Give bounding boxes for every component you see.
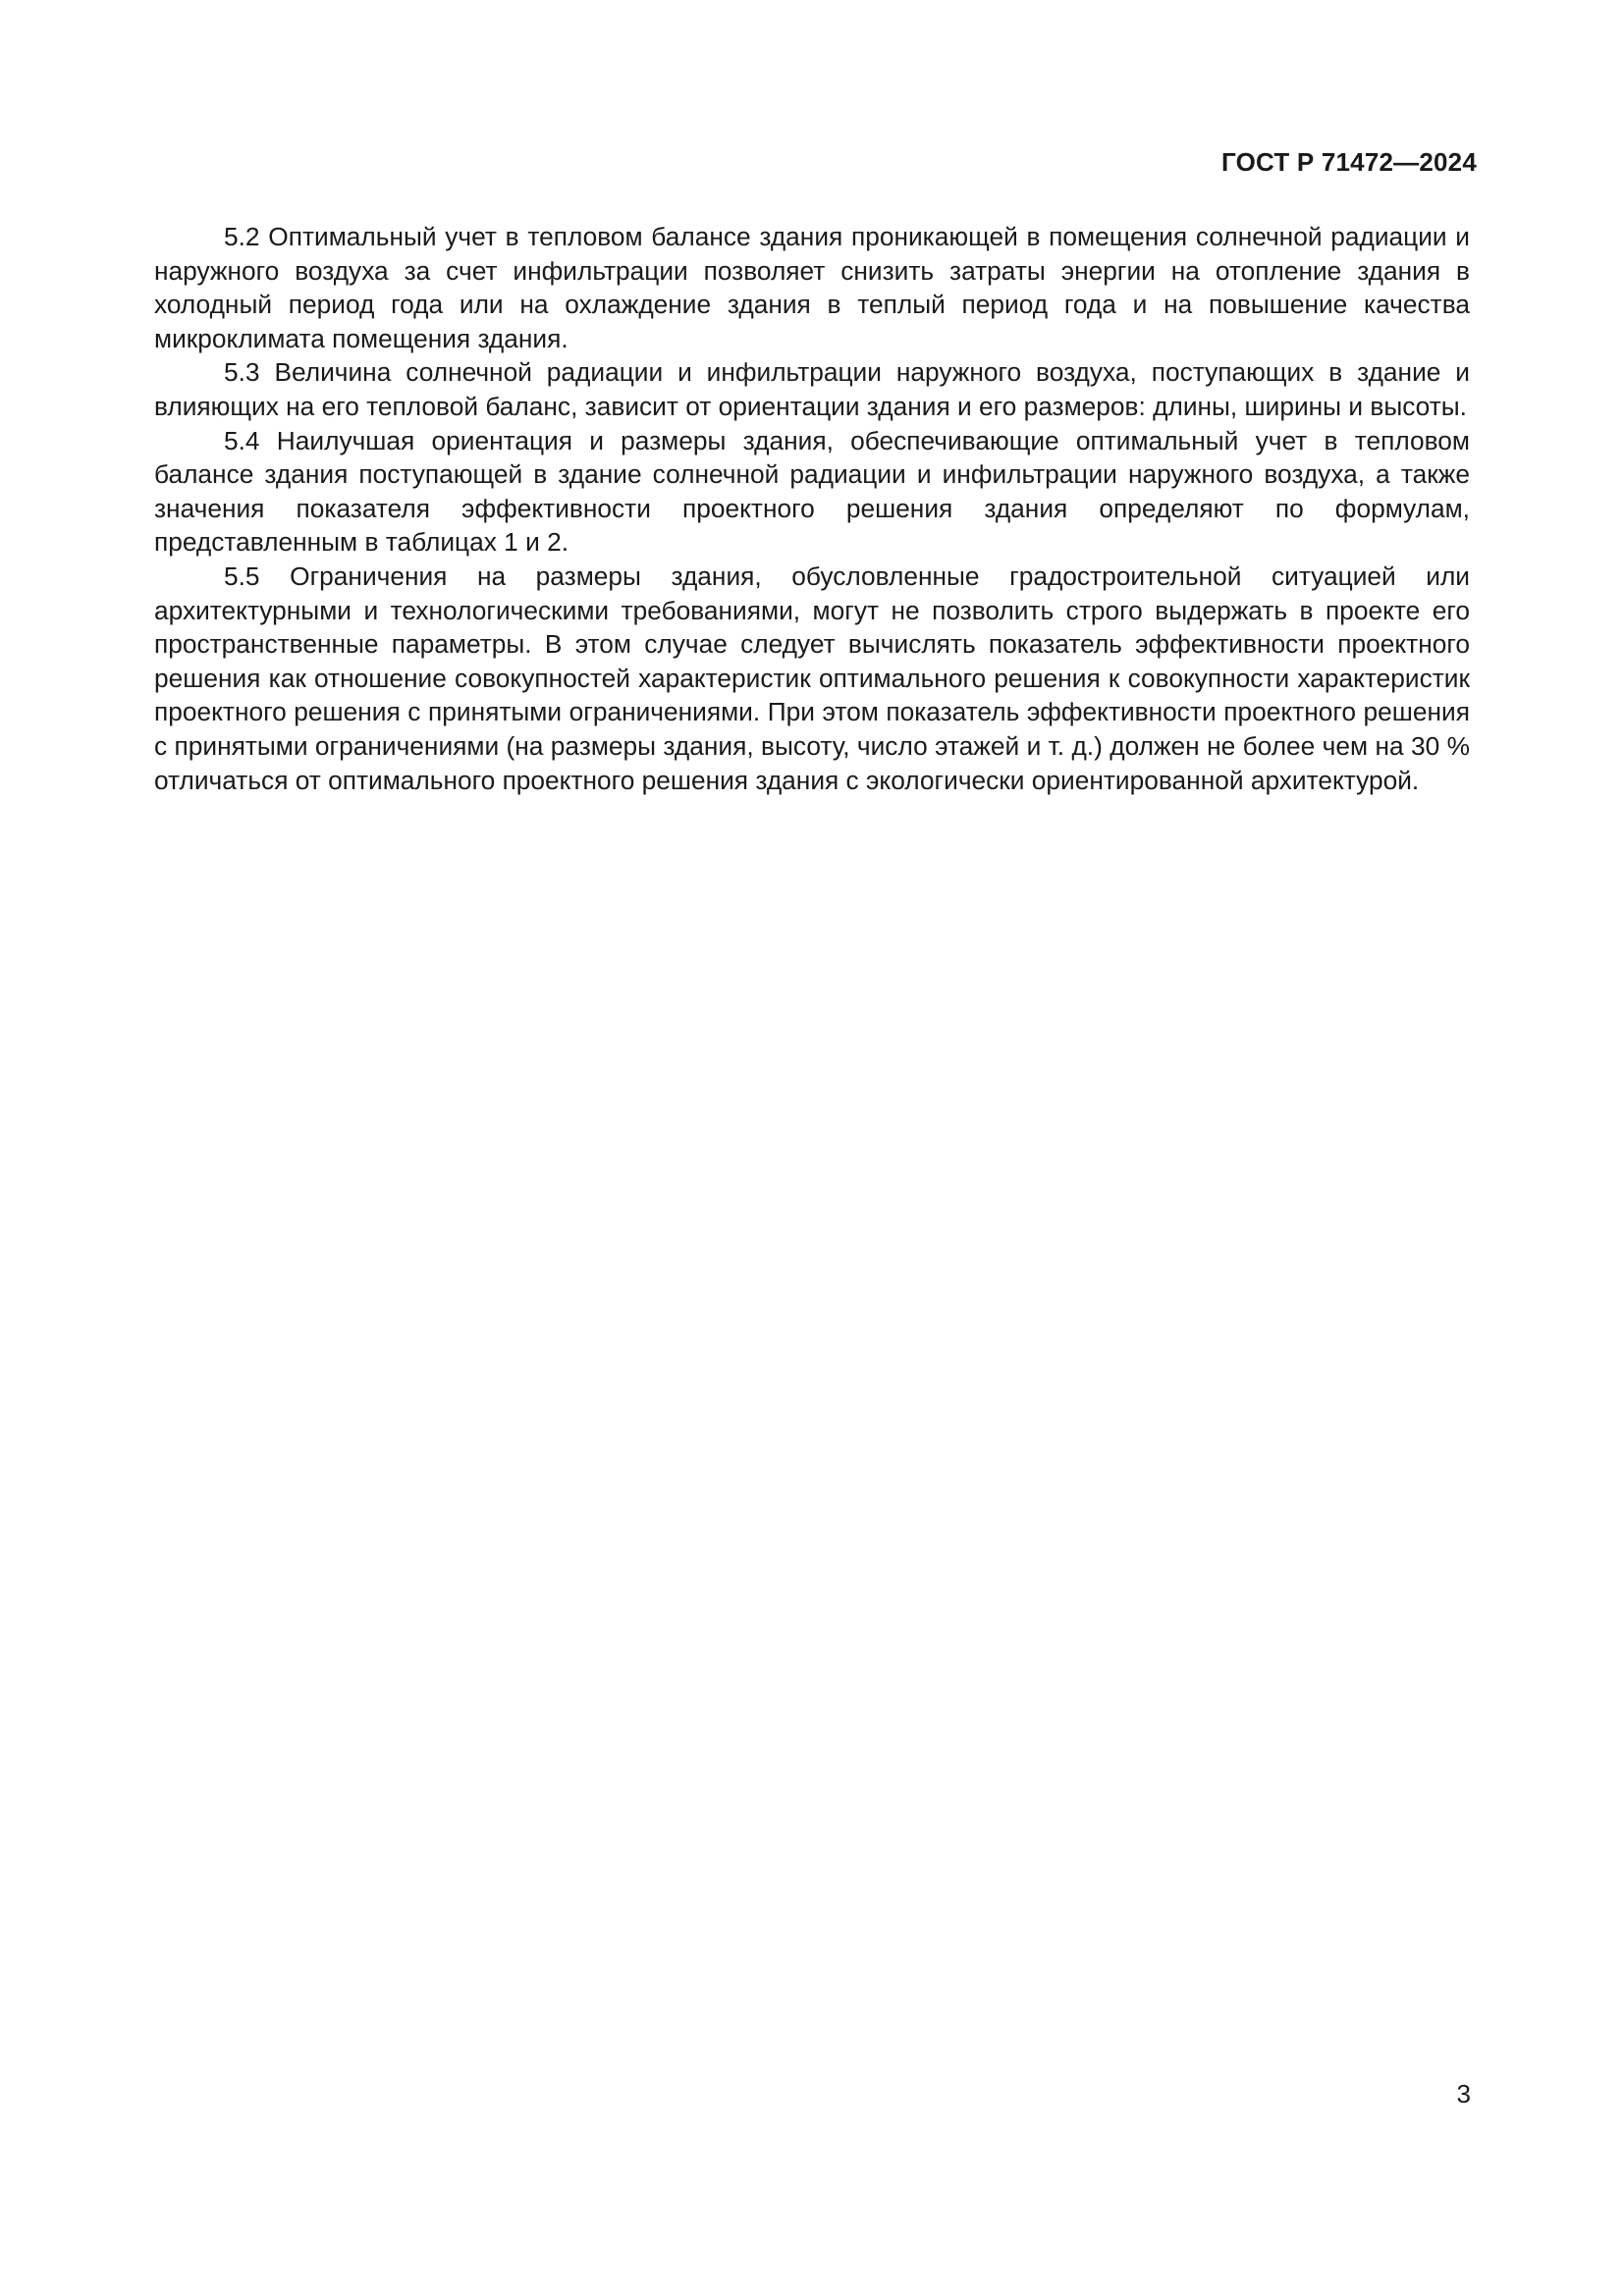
- document-code-header: ГОСТ Р 71472—2024: [1221, 147, 1477, 177]
- paragraph-5-4: 5.4 Наилучшая ориентация и размеры здания, обеспечивающие оптимальный учет в тепловом балансе здания поступающей в здание солнечной радиации и инфильтрации наружного воздуха, а также значения показателя эффективности проектного решения здания определяют по формулам, представленным в таблицах 1 и 2.: [154, 425, 1470, 558]
- paragraph-5-5: 5.5 Ограничения на размеры здания, обусловленные градостроительной ситуацией или архитектурными и технологическими требованиями, могут не позволить строго выдержать в проекте его пространственные параметры. В этом случае следует вычислять показатель эффективности проектного решения как отношение совокупностей характеристик оптимального решения к совокупности характеристик проектного решения с принятыми ограничениями. При этом показатель эффективности проектного решения с принятыми ограничениями (на размеры здания, высоту, число этажей и т. д.) должен не более чем на 30 % отличаться от оптимального проектного решения здания с экологически ориентированной архитектурой.: [154, 561, 1470, 795]
- page-number: 3: [1456, 2079, 1471, 2109]
- paragraph-5-2: 5.2 Оптимальный учет в тепловом балансе здания проникающей в помещения солнечной радиации и наружного воздуха за счет инфильтрации позволяет снизить затраты энергии на отопление здания в холодный период года или на охлаждение здания в теплый период года и на повышение качества микроклимата помещения здания.: [154, 222, 1470, 353]
- document-body: [154, 220, 1470, 797]
- paragraph-5-3: 5.3 Величина солнечной радиации и инфильтрации наружного воздуха, поступающих в здание и влияющих на его тепловой баланс, зависит от ориентации здания и его размеров: длины, ширины и высоты.: [154, 357, 1470, 421]
